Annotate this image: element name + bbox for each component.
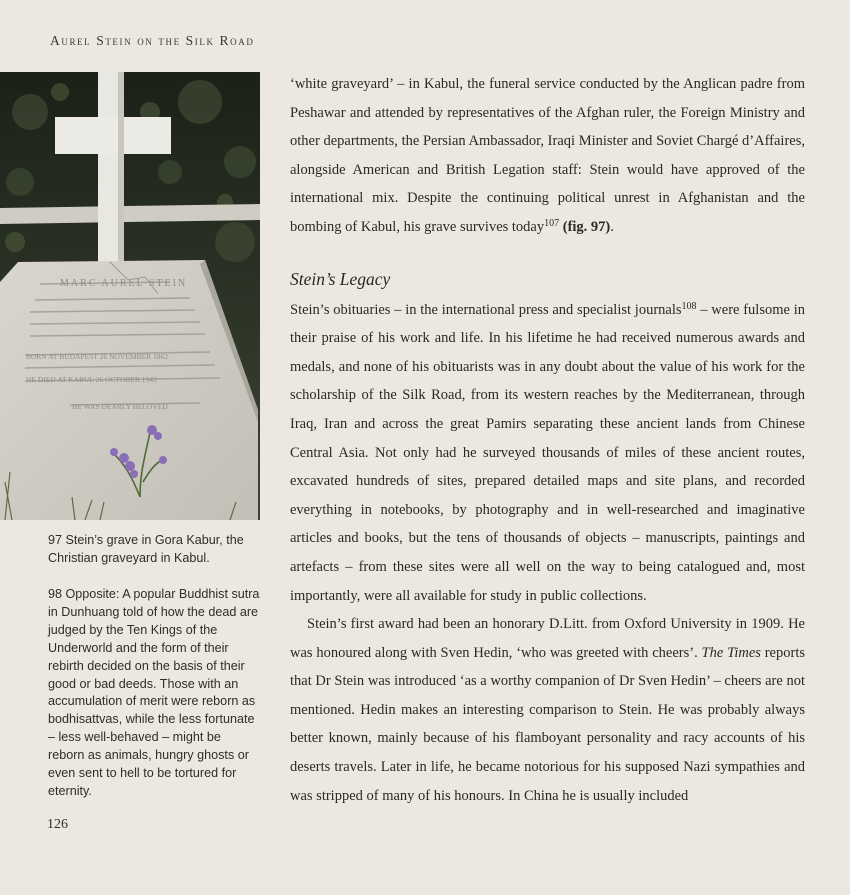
grave-photo-icon [0,72,260,520]
inscription-born: BORN AT BUDAPEST 26 NOVEMBER 1862 [26,352,169,361]
inscription-name: MARC AUREL STEIN [60,278,188,289]
note-108: 108 [681,300,697,312]
note-107: 107 [544,217,560,229]
paragraph-1 [290,70,805,242]
paragraph-3 [290,610,805,810]
paragraph-3-text-b: reports that Dr Stein was introduced ‘as a worthy companion of Dr Sven Hedin’ – cheers are not mentioned. Hedin makes an interesting comparison to Stein. He was probably always better known, mainly because of his flamboyant personality and racy accounts of his deserts travels. Later in life, he became notorious for his supposed Nazi sympathies and was stripped of many of his honours. In China he is usually included [290,644,805,804]
caption-fig-98: 98 Opposite: A popular Buddhist sutra in Dunhuang told of how the dead are judged by the Ten Kings of the Underworld and the form of their rebirth decided on the basis of their good or bad deeds. Those with an accumulation of merit were reborn as bodhisattvas, while the less fortunate – less well-behaved – might be reborn as animals, hungry ghosts or even sent to hell to be tortured for eternity. [48,587,260,798]
caption-fig-97: 97 Stein’s grave in Gora Kabur, the Christian graveyard in Kabul. [48,533,244,565]
page-number: 126 [47,817,68,832]
fig-97-reference[interactable]: (fig. 97) [562,218,611,235]
inscription-died: HE DIED AT KABUL 26 OCTOBER 1943 [26,375,157,384]
paragraph-2-text-a: Stein’s obituaries – in the international press and specialist journals [290,301,682,318]
grave-photo-figure [0,72,260,520]
paragraph-3-text-a: Stein’s first award had been an honorary D.Litt. from Oxford University in 1909. He was honoured along with Sven Hedin, ‘who was greeted with cheers’. [290,616,805,661]
main-text-column [290,70,805,810]
paragraph-1-tail: . [610,218,614,235]
paragraph-2-text-b: – were fulsome in their praise of his work and life. In his lifetime he had received numerous awards and medals, and none of his obituarists was in any doubt about the value of his work for the scholarship of the Silk Road, from its western reaches by the Mediterranean, through Iraq, Iran and across the great Pamirs separating these ancient lands from Chinese Central Asia. Not only had he surveyed thousands of miles of these ancient routes, excavated hundreds of sites, prepared detailed maps and site plans, and recorded everything in notebooks, by photography and in well-researched and imaginative articles and books, but the tens of thousands of objects – manuscripts, paintings and artefacts – from these sites were all well on the way to being catalogued and, most importantly, were all available for study in public collections. [290,301,805,604]
section-heading: Stein’s Legacy [290,268,391,289]
the-times-title: The Times [701,644,761,661]
running-head: Aurel Stein on the Silk Road [50,33,255,48]
inscription-beloved: HE WAS DEARLY BELOVED [72,402,168,411]
paragraph-2 [290,296,805,611]
paragraph-1-text: ‘white graveyard’ – in Kabul, the funeral service conducted by the Anglican padre from Peshawar and attended by representatives of the Afghan ruler, the Foreign Ministry and other departments, the Persian Ambassador, Iraqi Minister and Soviet Chargé d’Affaires, alongside American and British Legation staff: Stein would have approved of the international mix. Despite the continuing political unrest in Afghanistan and the bombing of Kabul, his grave survives today [290,76,805,235]
